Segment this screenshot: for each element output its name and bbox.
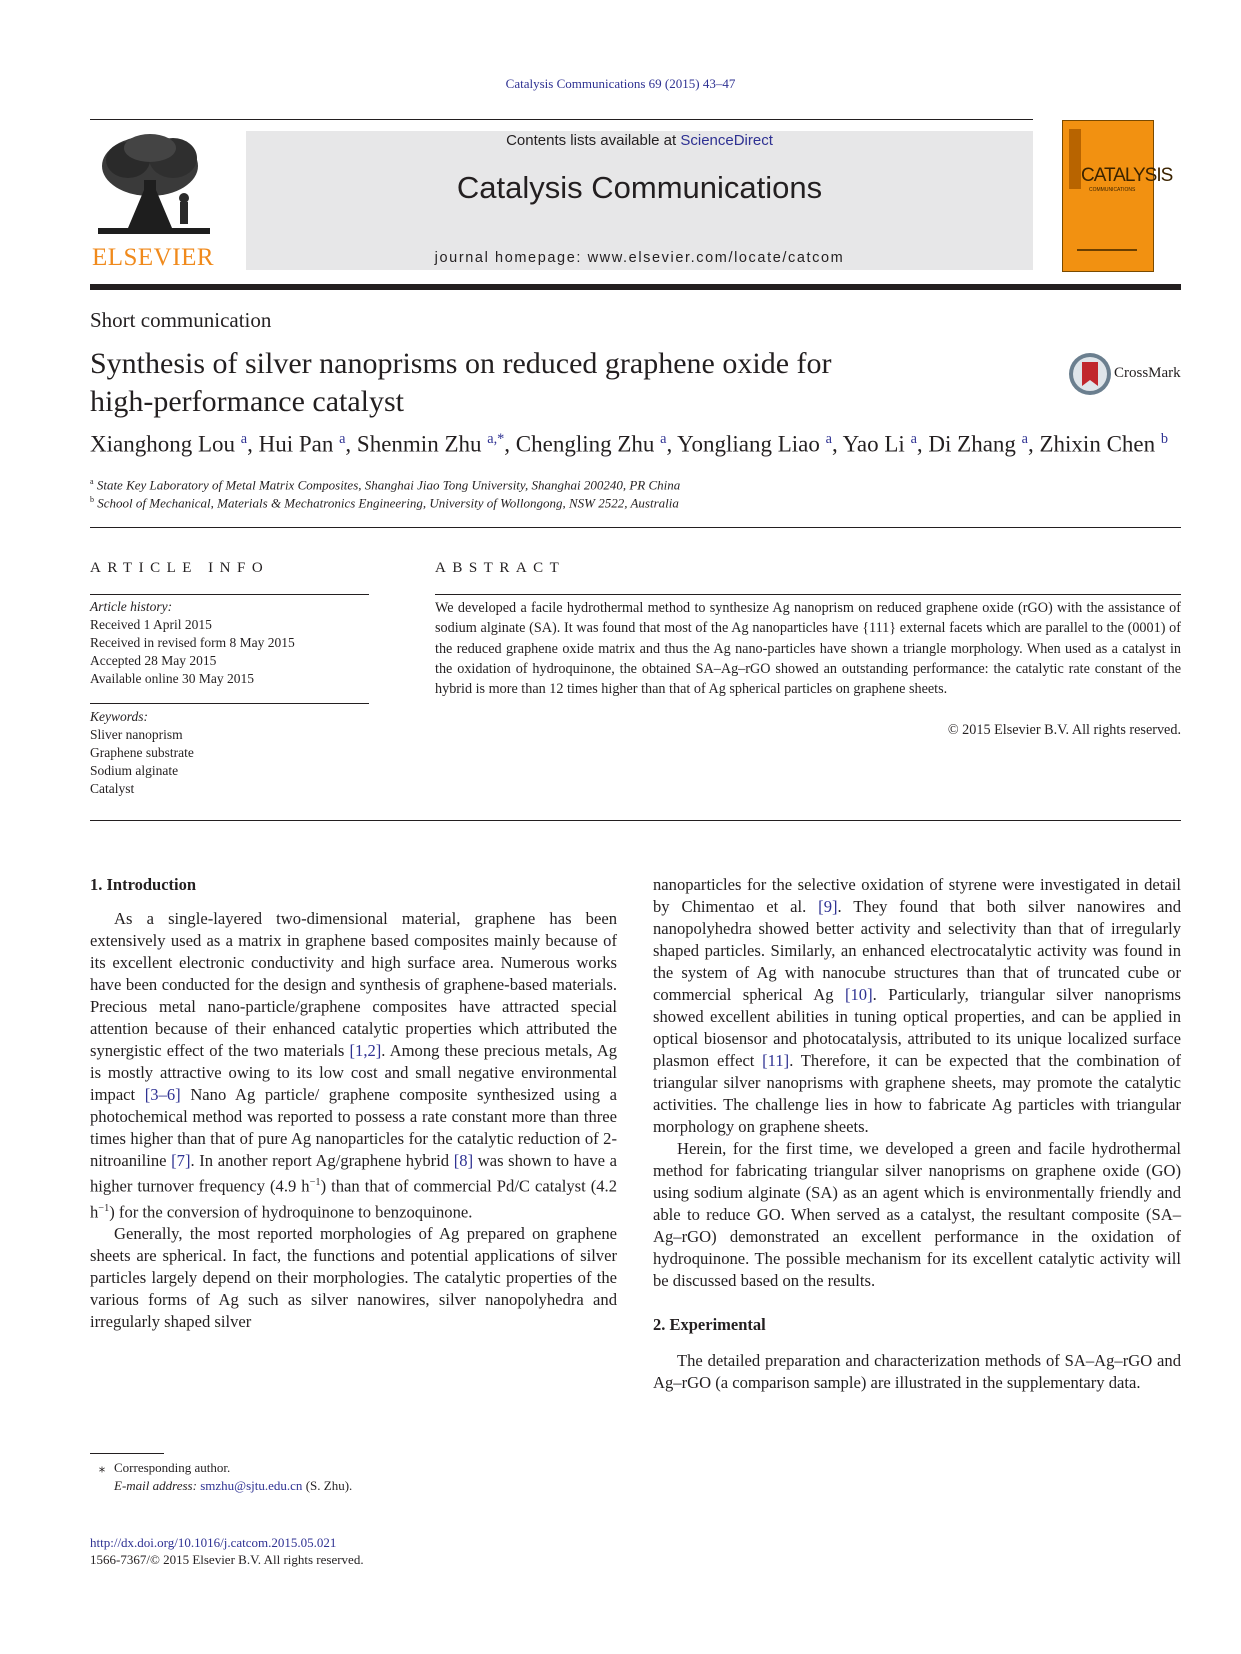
journal-homepage[interactable]: journal homepage: www.elsevier.com/locate/catcom [434, 250, 845, 266]
text-run: was shown to have a higher turnover frequency (4.9 h [90, 1151, 617, 1196]
contents-line [246, 132, 1033, 149]
author-affiliation-marker[interactable]: a [660, 431, 667, 447]
reference-link[interactable]: [3–6] [144, 1085, 181, 1104]
intro-paragraph-4: Herein, for the first time, we developed a green and facile hydrothermal method for fabricating triangular silver nanoprisms on graphene oxide (GO) using sodium alginate (SA) as an agent which is environmentally friendly and able to reduce GO. When served as a catalyst, the resultant composite (SA–Ag–rGO) demonstrated an excellent performance in the oxidation of hydroquinone. The possible mechanism for its excellent catalytic activity will be discussed based on the results. [653, 1139, 1181, 1290]
author-affiliation-marker[interactable]: a [339, 431, 346, 447]
revised-date: Received in revised form 8 May 2015 [90, 635, 295, 650]
corresponding-footnote [90, 1459, 352, 1495]
abstract-bottom-rule [90, 820, 1181, 821]
reference-link[interactable]: [7] [171, 1151, 191, 1170]
reference-link[interactable]: [9] [818, 897, 838, 916]
intro-paragraph-2: Generally, the most reported morphologies of Ag prepared on graphene sheets are spherical. In fact, the functions and potential applications of silver particles largely depend on their morphologies. The catalytic properties of the various forms of Ag such as silver nanowires, silver nanopolyhedra and irregularly shaped silver [90, 1224, 617, 1332]
article-history [90, 598, 295, 688]
received-date: Received 1 April 2015 [90, 617, 212, 632]
elsevier-logo[interactable] [88, 130, 218, 272]
crossmark-badge[interactable] [1068, 352, 1210, 398]
body-right-column [653, 874, 1181, 1394]
keyword-item[interactable]: Graphene substrate [90, 745, 194, 760]
title-line-1: Synthesis of silver nanoprisms on reduced graphene oxide for [90, 347, 832, 380]
author-name[interactable]: Zhixin Chen [1039, 431, 1156, 457]
article-title [90, 345, 950, 421]
affiliation-b [90, 495, 679, 511]
elsevier-tree-icon [88, 130, 218, 242]
author-affiliation-marker[interactable]: a [910, 431, 917, 447]
corresponding-label: Corresponding author. [114, 1460, 231, 1475]
author-name[interactable]: Yongliang Liao [677, 431, 820, 457]
introduction-heading: 1. Introduction [90, 875, 197, 894]
author-name[interactable]: Xianghong Lou [90, 431, 236, 457]
journal-citation[interactable]: Catalysis Communications 69 (2015) 43–47 [505, 76, 736, 91]
reference-link[interactable]: [1,2] [349, 1041, 382, 1060]
abstract-heading: ABSTRACT [435, 560, 566, 576]
text-run: nanoparticles for the selective oxidation of styrene were investigated in detail by Chimentao et al. [653, 875, 1181, 916]
issn-line: 1566-7367/© 2015 Elsevier B.V. All rights reserved. [90, 1552, 364, 1567]
text-run: . In another report Ag/graphene hybrid [190, 1151, 454, 1170]
author-name[interactable]: Hui Pan [258, 431, 334, 457]
sciencedirect-link[interactable]: ScienceDirect [680, 132, 773, 149]
keywords-rule [90, 703, 369, 704]
email-suffix: (S. Zhu). [305, 1478, 353, 1493]
section-type: Short communication [90, 308, 272, 332]
author-list: Xianghong Lou $^a$, Hui Pan $^a$, Shenmin Zhu $^{a,*}$, Chengling Zhu $^a$, Yongliang Liao $^a$, Yao Li $^a$, Di Zhang $^a$, Zhixin Chen $^b$ [90, 431, 1168, 457]
body-left-column [90, 874, 617, 1333]
author-name[interactable]: Shenmin Zhu [356, 431, 482, 457]
crossmark-label: CrossMark [1114, 365, 1181, 381]
cover-line [1077, 249, 1137, 251]
author-name[interactable]: Chengling Zhu [515, 431, 655, 457]
author-affiliation-marker[interactable]: a,* [487, 431, 505, 447]
journal-cover[interactable] [1062, 120, 1173, 272]
affiliation-marker: a [90, 477, 94, 486]
journal-name: Catalysis Communications [456, 170, 823, 205]
header-thick-rule [90, 284, 1181, 290]
reference-link[interactable]: [10] [844, 985, 873, 1004]
cover-stripe [1069, 129, 1081, 189]
affiliation-text: School of Mechanical, Materials & Mechatronics Engineering, University of Wollongong, NSW 2522, Australia [97, 495, 679, 511]
author-affiliation-marker[interactable]: a [825, 431, 832, 447]
email-label: E-mail address: [114, 1478, 197, 1493]
abstract-copyright: © 2015 Elsevier B.V. All rights reserved. [947, 722, 1181, 738]
experimental-heading: 2. Experimental [653, 1315, 766, 1334]
article-info-rule [90, 594, 369, 595]
doi-block [90, 1534, 364, 1568]
author-name[interactable]: Yao Li [842, 431, 905, 457]
reference-link[interactable]: [11] [762, 1051, 790, 1070]
keyword-item[interactable]: Catalyst [90, 781, 135, 796]
author-affiliation-marker[interactable]: b [1160, 431, 1168, 447]
title-line-2: high-performance catalyst [90, 385, 405, 418]
superscript: −1 [98, 1202, 110, 1214]
intro-paragraph-3 [653, 874, 1181, 1138]
text-run: As a single-layered two-dimensional material, graphene has been extensively used as a matrix in graphene based composites mainly because of its excellent electronic conductivity and high surface area. Numerous works have been conducted for the design and synthesis of graphene-based materials. Precious metal nano-particle/graphene composites have attracted special attention because of their enhanced catalytic properties which attributed the synergistic effect of the two materials [90, 909, 617, 1060]
crossmark-icon [1068, 352, 1112, 396]
keywords-label: Keywords: [90, 709, 148, 724]
text-run: . They found that both silver nanowires and nanopolyhedra showed better activity and selectivity than that of irregularly shaped particles. Similarly, an enhanced electrocatalytic activity was found in the system of Ag with nanocube structures than that of truncated cube or commercial spherical Ag [653, 897, 1181, 1004]
text-run: . Among these precious metals, Ag is mostly attractive owing to its low cost and small negative environmental impact [90, 1041, 617, 1104]
experimental-paragraph: The detailed preparation and characterization methods of SA–Ag–rGO and Ag–rGO (a comparison sample) are illustrated in the supplementary data. [653, 1351, 1181, 1392]
keyword-item[interactable]: Sliver nanoprism [90, 727, 183, 742]
accepted-date: Accepted 28 May 2015 [90, 653, 217, 668]
footnote-rule [90, 1453, 164, 1454]
text-run: ) than that of commercial Pd/C catalyst (4.2 h [90, 1176, 617, 1222]
superscript: −1 [309, 1177, 321, 1188]
keywords-block [90, 708, 194, 798]
author-affiliation-marker[interactable]: a [240, 431, 248, 447]
contents-prefix: Contents lists available at [506, 132, 677, 149]
abstract-rule [435, 594, 1181, 595]
keyword-item[interactable]: Sodium alginate [90, 763, 179, 778]
banner-text [246, 0, 1033, 300]
elsevier-wordmark: ELSEVIER [91, 244, 215, 271]
text-run: . Particularly, triangular silver nanoprisms showed excellent abilities in tuning optical properties, and can be applied in optical biosensor and photocatalysis, attributed to its unique localized surface plasmon effect [653, 985, 1181, 1070]
email-link[interactable]: smzhu@sjtu.edu.cn [200, 1478, 303, 1493]
intro-paragraph-1 [90, 908, 617, 1223]
article-info-heading: ARTICLE INFO [90, 560, 270, 576]
online-date: Available online 30 May 2015 [90, 671, 254, 686]
doi-link[interactable]: http://dx.doi.org/10.1016/j.catcom.2015.05.021 [90, 1535, 337, 1550]
cover-title: CATALYSIS [1081, 165, 1173, 186]
affiliation-text: State Key Laboratory of Metal Matrix Composites, Shanghai Jiao Tong University, Shanghai 200240, PR China [96, 477, 681, 493]
author-affiliation-marker[interactable]: a [1021, 431, 1028, 447]
text-run: Nano Ag particle/ graphene composite synthesized using a photochemical method was reported to possess a rate constant more than three times higher than that of pure Ag nanoparticles for the catalytic reduction of 2-nitroaniline [90, 1085, 617, 1170]
affiliation-marker: b [90, 495, 95, 504]
reference-link[interactable]: [8] [453, 1151, 474, 1170]
text-run: ) for the conversion of hydroquinone to benzoquinone. [109, 1202, 473, 1222]
text-run: . Therefore, it can be expected that the combination of triangular silver nanoprisms with graphene sheets, may promote the catalytic activities. The challenge lies in how to fabricate Ag particles with triangular morphology on graphene sheets. [653, 1051, 1181, 1136]
abstract-text: We developed a facile hydrothermal method to synthesize Ag nanoprism on reduced graphene oxide (rGO) with the assistance of sodium alginate (SA). It was found that most of the Ag nanoparticles have {111} external facets which are parallel to the (0001) of the reduced graphene oxide matrix and thus the Ag nano-particles have shown a triangle morphology. When used as a catalyst in the oxidation of hydroquinone, the obtained SA–Ag–rGO showed an outstanding performance: the catalytic rate constant of the hybrid is more than 12 times higher than that of Ag spherical particles on graphene sheets. [435, 600, 1181, 698]
affiliation-divider [90, 527, 1181, 528]
history-label: Article history: [90, 599, 173, 614]
author-name[interactable]: Di Zhang [928, 431, 1016, 457]
cover-subtitle: COMMUNICATIONS [1089, 187, 1136, 193]
footnote-star: ⁎ [98, 1460, 106, 1475]
affiliation-a [90, 477, 680, 493]
